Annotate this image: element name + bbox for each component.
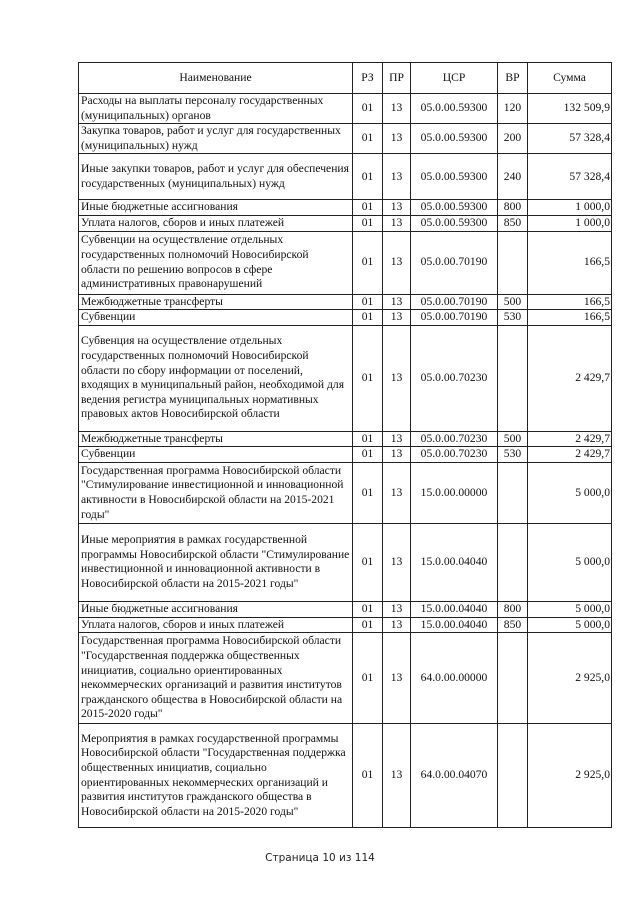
cell-sum: 166,5 [528,310,612,326]
header-vr: ВР [498,63,528,94]
cell-pr: 13 [383,601,411,617]
cell-vr [498,633,528,724]
cell-name: Государственная программа Новосибирской области "Стимулирование инвестиционной и инновационной активности в Новосибирской области на 2015-2021 годы" [79,462,353,523]
cell-rz: 01 [353,325,383,431]
cell-name: Иные бюджетные ассигнования [79,200,353,216]
cell-rz: 01 [353,601,383,617]
cell-vr: 850 [498,215,528,231]
header-csr: ЦСР [411,63,498,94]
cell-pr: 13 [383,154,411,200]
table-row [79,325,612,431]
cell-vr: 530 [498,447,528,463]
cell-sum: 5 000,0 [528,617,612,633]
cell-csr: 15.0.00.04040 [411,601,498,617]
cell-pr: 13 [383,523,411,601]
table-row [79,94,612,124]
table-row [79,200,612,216]
cell-name: Субвенция на осуществление отдельных государственных полномочий Новосибирской области по сбору информации от поселений, входящих в муниципальный район, необходимой для ведения регистра муниципальных нормативных правовых актов Новосибирской области [79,325,353,431]
cell-pr: 13 [383,310,411,326]
cell-vr: 500 [498,294,528,310]
table-row [79,601,612,617]
cell-csr: 05.0.00.70190 [411,231,498,294]
cell-sum: 5 000,0 [528,462,612,523]
cell-sum: 5 000,0 [528,523,612,601]
cell-rz: 01 [353,154,383,200]
cell-vr: 800 [498,601,528,617]
cell-name: Межбюджетные трансферты [79,294,353,310]
cell-name: Иные бюджетные ассигнования [79,601,353,617]
cell-sum: 166,5 [528,294,612,310]
cell-pr: 13 [383,462,411,523]
cell-name: Иные мероприятия в рамках государственной программы Новосибирской области "Стимулирование инвестиционной и инновационной активности в Новосибирской области на 2015-2021 годы" [79,523,353,601]
cell-vr [498,462,528,523]
cell-pr: 13 [383,200,411,216]
table-row [79,294,612,310]
cell-name: Иные закупки товаров, работ и услуг для обеспечения государственных (муниципальных) нужд [79,154,353,200]
cell-sum: 57 328,4 [528,124,612,154]
cell-vr: 500 [498,431,528,447]
table-row [79,154,612,200]
table-row [79,431,612,447]
cell-vr: 240 [498,154,528,200]
cell-rz: 01 [353,124,383,154]
cell-csr: 05.0.00.59300 [411,154,498,200]
table-row [79,633,612,724]
cell-csr: 05.0.00.70230 [411,325,498,431]
cell-csr: 05.0.00.59300 [411,215,498,231]
cell-rz: 01 [353,724,383,828]
cell-csr: 64.0.00.04070 [411,724,498,828]
table-header-row [79,63,612,94]
cell-name: Закупка товаров, работ и услуг для государственных (муниципальных) нужд [79,124,353,154]
cell-vr [498,231,528,294]
table-row [79,215,612,231]
cell-csr: 05.0.00.59300 [411,200,498,216]
cell-rz: 01 [353,310,383,326]
cell-sum: 57 328,4 [528,154,612,200]
cell-rz: 01 [353,462,383,523]
table-row [79,231,612,294]
cell-rz: 01 [353,294,383,310]
cell-vr: 800 [498,200,528,216]
cell-csr: 05.0.00.59300 [411,94,498,124]
table-body [79,94,612,828]
cell-rz: 01 [353,431,383,447]
cell-pr: 13 [383,724,411,828]
cell-csr: 05.0.00.59300 [411,124,498,154]
table-row [79,447,612,463]
cell-sum: 1 000,0 [528,200,612,216]
header-rz: РЗ [353,63,383,94]
cell-rz: 01 [353,523,383,601]
cell-rz: 01 [353,215,383,231]
cell-vr: 120 [498,94,528,124]
cell-sum: 166,5 [528,231,612,294]
cell-name: Субвенции [79,310,353,326]
cell-name: Уплата налогов, сборов и иных платежей [79,215,353,231]
cell-csr: 05.0.00.70230 [411,431,498,447]
cell-rz: 01 [353,200,383,216]
cell-sum: 5 000,0 [528,601,612,617]
cell-name: Государственная программа Новосибирской области "Государственная поддержка общественных инициатив, социально ориентированных некоммерческих организаций и развития институтов гражданского общества в Новосибирской области на 2015-2020 годы" [79,633,353,724]
cell-csr: 05.0.00.70190 [411,310,498,326]
header-name: Наименование [79,63,353,94]
cell-sum: 2 925,0 [528,633,612,724]
table-row [79,462,612,523]
cell-pr: 13 [383,325,411,431]
budget-table [78,62,612,828]
table-row [79,310,612,326]
cell-vr: 530 [498,310,528,326]
cell-rz: 01 [353,447,383,463]
cell-name: Мероприятия в рамках государственной программы Новосибирской области "Государственная поддержка общественных инициатив, социально ориентированных некоммерческих организаций и развития институтов гражданского общества в Новосибирской области на 2015-2020 годы" [79,724,353,828]
cell-pr: 13 [383,231,411,294]
cell-name: Межбюджетные трансферты [79,431,353,447]
cell-pr: 13 [383,215,411,231]
table-row [79,523,612,601]
cell-pr: 13 [383,633,411,724]
cell-sum: 2 925,0 [528,724,612,828]
cell-name: Уплата налогов, сборов и иных платежей [79,617,353,633]
cell-pr: 13 [383,431,411,447]
cell-vr [498,724,528,828]
cell-sum: 132 509,9 [528,94,612,124]
cell-pr: 13 [383,94,411,124]
cell-rz: 01 [353,94,383,124]
cell-pr: 13 [383,124,411,154]
cell-vr [498,325,528,431]
cell-name: Расходы на выплаты персоналу государственных (муниципальных) органов [79,94,353,124]
cell-csr: 15.0.00.04040 [411,617,498,633]
cell-vr: 200 [498,124,528,154]
cell-csr: 15.0.00.00000 [411,462,498,523]
cell-vr: 850 [498,617,528,633]
cell-csr: 05.0.00.70230 [411,447,498,463]
cell-sum: 1 000,0 [528,215,612,231]
cell-pr: 13 [383,617,411,633]
cell-vr [498,523,528,601]
header-pr: ПР [383,63,411,94]
cell-rz: 01 [353,633,383,724]
cell-rz: 01 [353,231,383,294]
cell-pr: 13 [383,447,411,463]
cell-sum: 2 429,7 [528,431,612,447]
table-row [79,124,612,154]
header-sum: Сумма [528,63,612,94]
cell-sum: 2 429,7 [528,325,612,431]
cell-csr: 15.0.00.04040 [411,523,498,601]
cell-csr: 64.0.00.00000 [411,633,498,724]
cell-pr: 13 [383,294,411,310]
cell-name: Субвенции на осуществление отдельных государственных полномочий Новосибирской области по решению вопросов в сфере административных правонарушений [79,231,353,294]
cell-rz: 01 [353,617,383,633]
table-row [79,724,612,828]
page-number: Страница 10 из 114 [265,852,375,864]
table-row [79,617,612,633]
cell-csr: 05.0.00.70190 [411,294,498,310]
cell-sum: 2 429,7 [528,447,612,463]
cell-name: Субвенции [79,447,353,463]
